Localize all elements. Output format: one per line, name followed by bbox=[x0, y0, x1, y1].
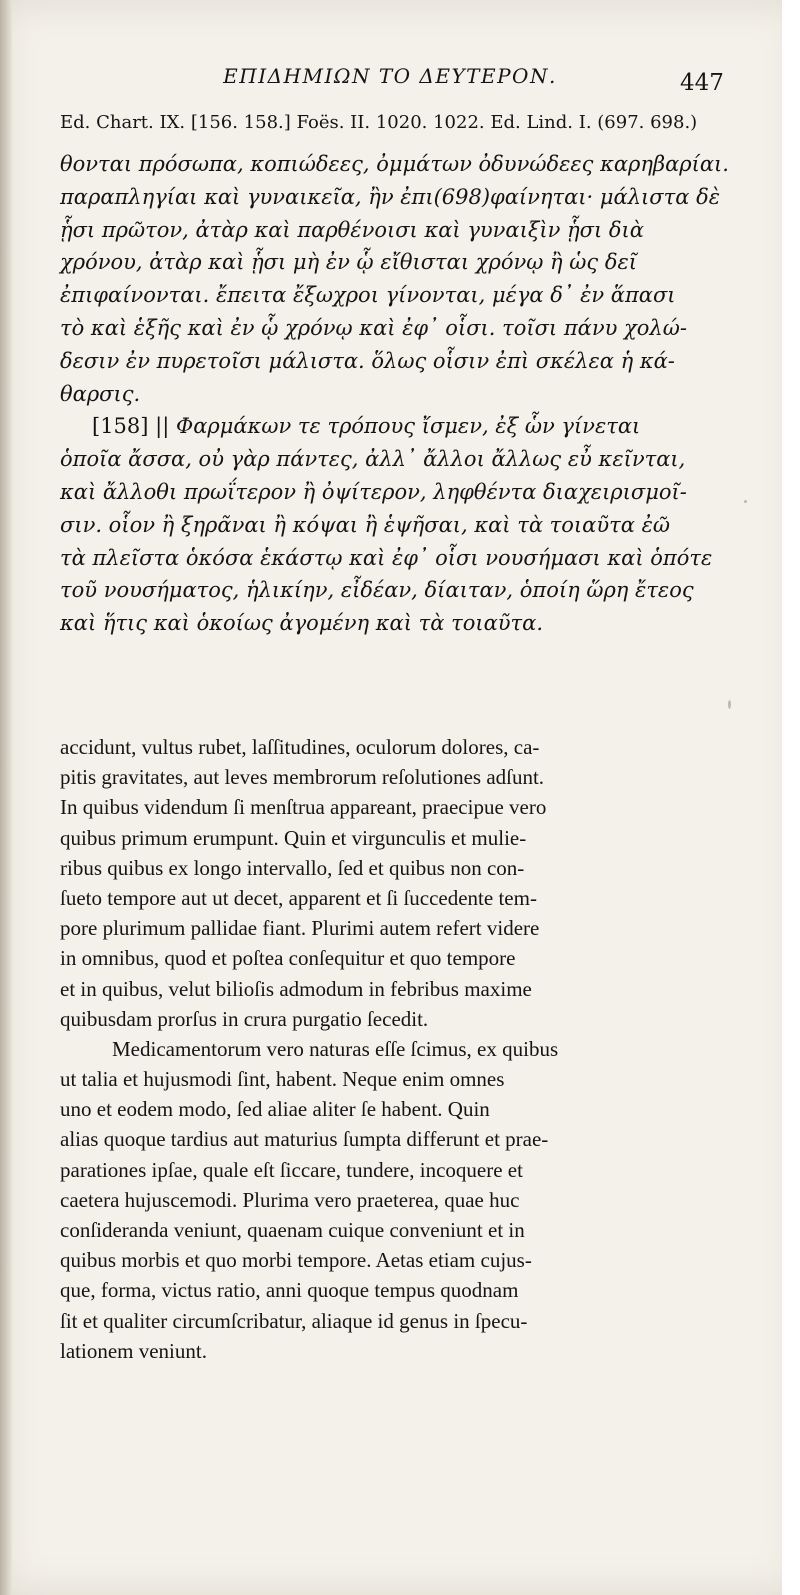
latin-line: ut talia et hujusmodi ſint, habent. Neque enim omnes bbox=[60, 1067, 505, 1092]
greek-line: ὁποῖα ἄσσα, οὐ γὰρ πάντες, ἀλλ᾽ ἄλλοι ἄλλως εὖ κεῖνται, bbox=[60, 447, 686, 472]
greek-line: χρόνου, ἀτὰρ καὶ ᾗσι μὴ ἐν ᾧ εἴθισται χρόνῳ ἢ ὡς δεῖ bbox=[60, 250, 638, 275]
greek-line: σιν. οἷον ἢ ξηρᾶναι ἢ κόψαι ἢ ἑψῆσαι, καὶ τὰ τοιαῦτα ἐῶ bbox=[60, 512, 670, 537]
latin-line: ſit et qualiter circumſcribatur, aliaque id genus in ſpecu- bbox=[60, 1308, 528, 1333]
latin-translation-block bbox=[60, 732, 750, 1366]
latin-line: In quibus videndum ſi menſtrua appareant, praecipue vero bbox=[60, 795, 547, 820]
paper-speck bbox=[728, 700, 731, 709]
latin-line: ribus quibus ex longo intervallo, ſed et quibus non con- bbox=[60, 855, 525, 880]
latin-line: conſideranda veniunt, quaenam cuique conveniunt et in bbox=[60, 1218, 525, 1242]
running-header: ΕΠΙΔΗΜΙΩΝ ΤΟ ΔΕΥΤΕΡΟΝ. bbox=[223, 64, 557, 88]
page-number: 447 bbox=[680, 70, 724, 96]
page-margin-edge bbox=[782, 0, 800, 1595]
latin-paragraph-start: Medicamentorum vero naturas eſſe ſcimus, ex quibus bbox=[112, 1036, 559, 1061]
greek-line: καὶ ἄλλοθι πρωΐτερον ἢ ὀψίτερον, ληφθέντα διαχειρισμοῖ- bbox=[60, 479, 687, 504]
latin-line: quibusdam prorſus in crura purgatio ſecedit. bbox=[60, 1006, 429, 1031]
greek-line: καὶ ἥτις καὶ ὁκοίως ἀγομένη καὶ τὰ τοιαῦτα. bbox=[60, 611, 544, 636]
latin-line: in omnibus, quod et poſtea conſequitur et quo tempore bbox=[60, 946, 516, 971]
latin-line: que, forma, victus ratio, anni quoque tempus quodnam bbox=[60, 1278, 519, 1303]
binding-edge bbox=[0, 0, 12, 1595]
latin-line: quibus primum erumpunt. Quin et virgunculis et mulie- bbox=[60, 825, 527, 850]
edition-reference-line: Ed. Chart. IX. [156. 158.] Foës. II. 1020. 1022. Ed. Lind. I. (697. 698.) bbox=[60, 112, 698, 133]
greek-line: ᾗσι πρῶτον, ἀτὰρ καὶ παρθένοισι καὶ γυναιξὶν ᾗσι διὰ bbox=[60, 217, 644, 242]
greek-line-fragment: Φαρμάκων τε τρόπους ἴσμεν, ἐξ ὧν γίνεται bbox=[175, 414, 641, 439]
latin-line: alias quoque tardius aut maturius ſumpta differunt et prae- bbox=[60, 1127, 549, 1152]
greek-line: ἐπιφαίνονται. ἔπειτα ἔξωχροι γίνονται, μέγα δ᾽ ἐν ἅπασι bbox=[60, 283, 676, 308]
latin-line: pore plurimum pallidae fiant. Plurimi autem refert videre bbox=[60, 916, 540, 941]
greek-line: δεσιν ἐν πυρετοῖσι μάλιστα. ὅλως οἷσιν ἐπὶ σκέλεα ἡ κά- bbox=[60, 348, 675, 373]
latin-line: accidunt, vultus rubet, laſſitudines, oculorum dolores, ca- bbox=[60, 735, 540, 759]
greek-paragraph-start bbox=[60, 410, 750, 443]
latin-line: uno et eodem modo, ſed aliae aliter ſe habent. Quin bbox=[60, 1097, 490, 1122]
latin-line: parationes ipſae, quale eſt ſiccare, tundere, incoquere et bbox=[60, 1157, 523, 1182]
latin-line: caetera hujuscemodi. Plurima vero praeterea, quae huc bbox=[60, 1187, 520, 1212]
greek-line: θονται πρόσωπα, κοπιώδεες, ὀμμάτων ὀδυνώδεες καρηβαρίαι. bbox=[60, 152, 729, 176]
latin-line: pitis gravitates, aut leves membrorum reſolutiones adſunt. bbox=[60, 765, 545, 790]
greek-line: τὰ πλεῖστα ὁκόσα ἑκάστῳ καὶ ἐφ᾽ οἷσι νουσήμασι καὶ ὁπότε bbox=[60, 545, 713, 570]
latin-line: ſueto tempore aut ut decet, apparent et ſi ſuccedente tem- bbox=[60, 885, 537, 910]
latin-line: lationem veniunt. bbox=[60, 1338, 207, 1363]
greek-line: τοῦ νουσήματος, ἡλικίην, εἶδέαν, δίαιταν, ὁποίη ὥρη ἔτεος bbox=[60, 578, 694, 603]
section-marker: [158] || bbox=[92, 414, 170, 439]
latin-line: et in quibus, velut bilioſis admodum in febribus maxime bbox=[60, 976, 532, 1001]
paper-speck bbox=[744, 500, 747, 503]
greek-line: παραπληγίαι καὶ γυναικεῖα, ἢν ἐπι(698)φαίνηται· μάλιστα δὲ bbox=[60, 184, 720, 209]
greek-text-block bbox=[60, 148, 750, 640]
latin-line: quibus morbis et quo morbi tempore. Aetas etiam cujus- bbox=[60, 1248, 532, 1273]
greek-line: τὸ καὶ ἑξῆς καὶ ἐν ᾧ χρόνῳ καὶ ἐφ᾽ οἷσι. τοῖσι πάνυ χολώ- bbox=[60, 315, 687, 340]
greek-line: θαρσις. bbox=[60, 381, 141, 406]
